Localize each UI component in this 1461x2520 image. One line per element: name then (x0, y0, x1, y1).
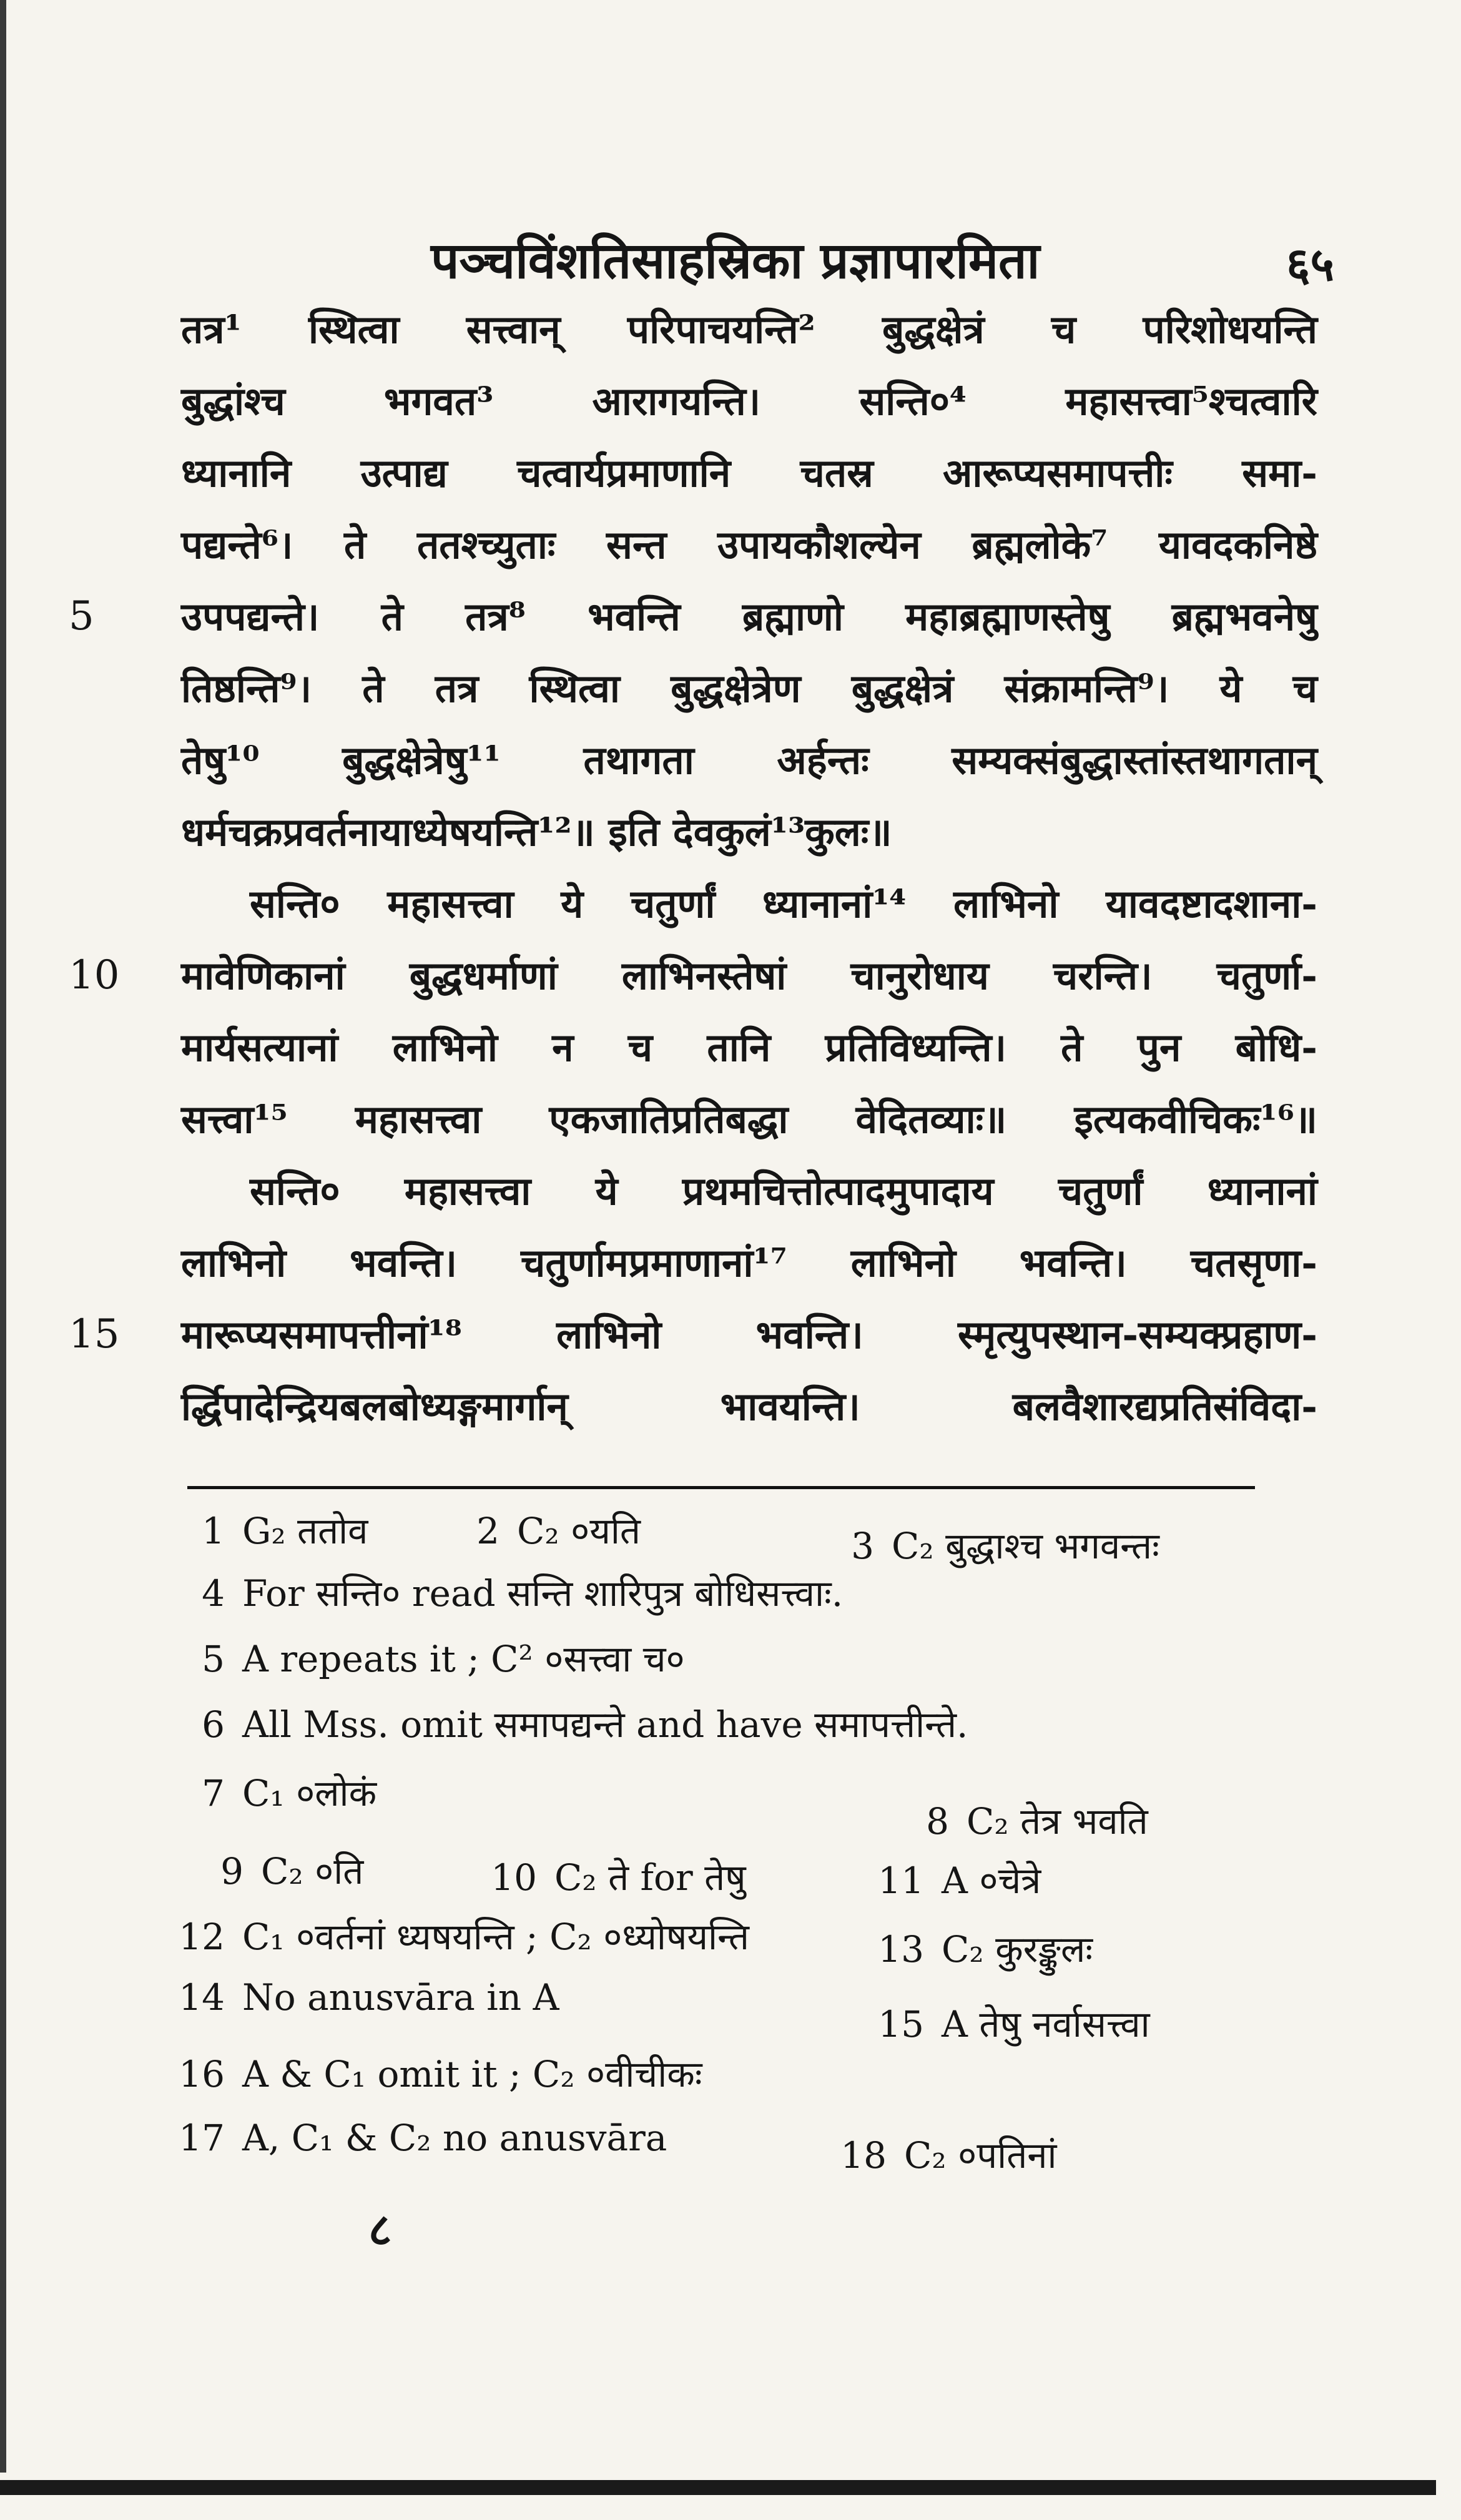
line-text: तत्र¹ स्थित्वा सत्त्वान् परिपाचयन्ति² बुद्धक्षेत्रं च परिशोधयन्ति (181, 307, 1317, 352)
text-line (181, 509, 1317, 581)
body-text (69, 293, 1317, 1442)
line-text: सन्ति० महासत्त्वा ये चतुर्णां ध्यानानां¹⁴ लाभिनो यावदष्टादशाना- (250, 881, 1317, 927)
line-text: मारूप्यसमापत्तीनां¹⁸ लाभिनो भवन्ति। स्मृत्युपस्थान-सम्यक्प्रहाण- (181, 1312, 1317, 1357)
text-line (181, 1227, 1317, 1299)
line-text: धर्मचक्रप्रवर्तनायाध्येषयन्ति¹²॥ इति देवकुलं¹³कुलः॥ (181, 809, 892, 855)
text-line (181, 1371, 1317, 1442)
text-line (181, 796, 1317, 868)
footnote-5: 5 A repeats it ; C² ०सत्त्वा च० (202, 1638, 685, 1680)
page-number: ६५ (1286, 238, 1334, 292)
text-line (181, 868, 1317, 940)
signature-mark: ८ (368, 2203, 392, 2256)
line-text: र्द्धिपादेन्द्रियबलबोध्यङ्गमार्गान् भावयन्ति। बलवैशारद्यप्रतिसंविदा- (181, 1384, 1317, 1429)
footnote-rule (187, 1486, 1255, 1489)
line-text: तिष्ठन्ति⁹। ते तत्र स्थित्वा बुद्धक्षेत्रेण बुद्धक्षेत्रं संक्रामन्ति⁹। ये च (181, 666, 1317, 711)
footnote-8: 8 C₂ तेत्र भवति (926, 1800, 1148, 1843)
line-text: मावेणिकानां बुद्धधर्माणां लाभिनस्तेषां चानुरोधाय चरन्ति। चतुर्णा- (181, 953, 1317, 998)
footnote-16: 16 A & C₁ omit it ; C₂ ०वीचीकः (179, 2053, 702, 2095)
line-text: बुद्धांश्च भगवत³ आरागयन्ति। सन्ति०⁴ महासत्त्वा⁵श्चत्वारि (181, 378, 1317, 424)
page-edge-left (0, 0, 6, 2520)
footnote-2: 2 C₂ ०यति (476, 1510, 641, 1552)
footnote-12: 12 C₁ ०वर्तनां ध्यषयन्ति ; C₂ ०ध्योषयन्ति (179, 1916, 749, 1958)
text-line (181, 293, 1317, 365)
line-text: उपपद्यन्ते। ते तत्र⁸ भवन्ति ब्रह्माणो महाब्रह्माणस्तेषु ब्रह्मभवनेषु (181, 594, 1317, 639)
footnote-15: 15 A तेषु नर्वासत्त्वा (878, 2003, 1150, 2045)
footnote-6: 6 All Mss. omit समापद्यन्ते and have समापत्तीन्ते. (202, 1703, 968, 1746)
text-line (69, 581, 1317, 652)
line-text: लाभिनो भवन्ति। चतुर्णामप्रमाणानां¹⁷ लाभिनो भवन्ति। चतसृणा- (181, 1240, 1317, 1286)
footnote-10: 10 C₂ ते for तेषु (491, 1856, 746, 1899)
line-text: पद्यन्ते⁶। ते ततश्च्युताः सन्त उपायकौशल्येन ब्रह्मलोके⁷ यावदकनिष्ठे (181, 522, 1317, 568)
text-line (181, 1083, 1317, 1155)
bottom-edge-line (0, 2480, 1436, 2495)
footnote-14: 14 No anusvāra in A (179, 1976, 559, 2019)
text-line (181, 1155, 1317, 1227)
text-line (181, 724, 1317, 796)
text-line (181, 365, 1317, 437)
footnote-13: 13 C₂ कुरङ्कुलः (878, 1928, 1093, 1971)
line-text: मार्यसत्यानां लाभिनो न च तानि प्रतिविध्यन्ति। ते पुन बोधि- (181, 1025, 1317, 1070)
page-header (0, 219, 1461, 300)
footnote-18: 18 C₂ ०पतिनां (840, 2134, 1057, 2177)
footnote-9: 9 C₂ ०ति (220, 1850, 364, 1892)
footnote-17: 17 A, C₁ & C₂ no anusvāra (179, 2117, 667, 2159)
footnote-7: 7 C₁ ०लोकं (202, 1772, 377, 1814)
line-number: 10 (69, 952, 120, 998)
text-line (69, 940, 1317, 1011)
footnote-1: 1 G₂ ततोव (202, 1510, 368, 1552)
text-line (181, 652, 1317, 724)
running-title: पञ्चविंशतिसाहस्रिका प्रज्ञापारमिता (431, 231, 1040, 290)
line-number: 5 (69, 593, 94, 639)
footnote-11: 11 A ०चेत्रे (878, 1859, 1041, 1902)
line-text: ध्यानानि उत्पाद्य चत्वार्यप्रमाणानि चतस्र आरूप्यसमापत्तीः समा- (181, 450, 1317, 496)
line-text: तेषु¹⁰ बुद्धक्षेत्रेषु¹¹ तथागता अर्हन्तः सम्यक्संबुद्धास्तांस्तथागतान् (181, 737, 1317, 783)
text-line (69, 1299, 1317, 1371)
text-line (181, 1011, 1317, 1083)
footnote-4: 4 For सन्ति० read सन्ति शारिपुत्र बोधिसत्त्वाः. (202, 1572, 844, 1615)
line-number: 15 (69, 1311, 120, 1357)
line-text: सन्ति० महासत्त्वा ये प्रथमचित्तोत्पादमुपादाय चतुर्णां ध्यानानां (250, 1168, 1317, 1214)
footnote-3: 3 C₂ बुद्धाश्च भगवन्तः (851, 1525, 1159, 1567)
text-line (181, 437, 1317, 509)
line-text: सत्त्वा¹⁵ महासत्त्वा एकजातिप्रतिबद्धा वेदितव्याः॥ इत्यकवीचिकः¹⁶॥ (181, 1096, 1317, 1142)
